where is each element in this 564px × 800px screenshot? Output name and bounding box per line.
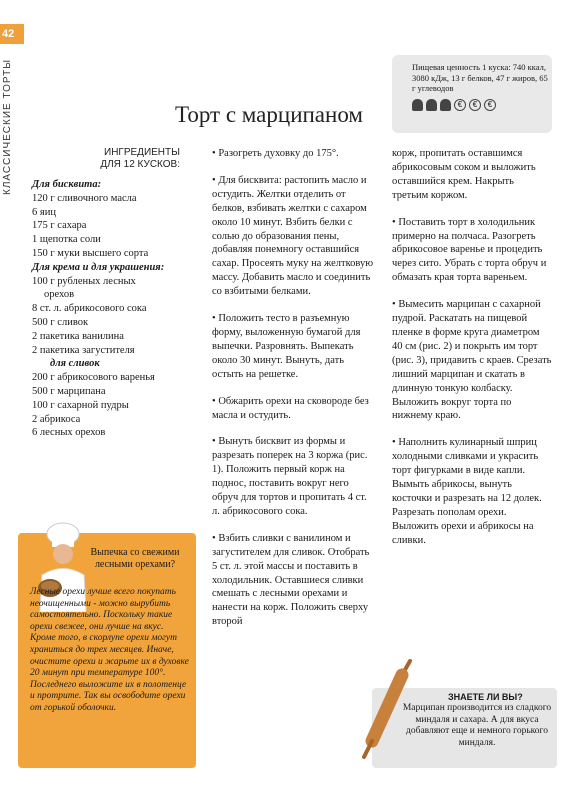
tip-body: Лесные орехи лучше всего покупать неочищенными - можно вырубить самостоятельно. Поскольку такие орехи свежее, они лучше на вкус. Кроме того, в скорлупе орехи могут храниться до трех месяцев. Иначе, очистите орехи и жарьте их в духовке 20 минут при температуре 100°. Последнего выложите их в полотенце и протрите. Так вы освободите орехи от горькой оболочки. xyxy=(30,587,189,713)
ingredient-item: орехов xyxy=(44,289,75,301)
ingredient-group-header: Для бисквита: xyxy=(32,179,102,190)
ingredients-heading: ИНГРЕДИЕНТЫ ДЛЯ 12 КУСКОВ: xyxy=(100,147,180,170)
tip-question: Выпечка со свежими лесными орехами? xyxy=(90,547,180,570)
instruction-step: • Поставить торт в холодильник примерно на полчаса. Разогреть абрикосовое варенье и процедить через сито. Убрать с торта обруч и обмазать края торта вареньем. xyxy=(392,216,552,286)
ingredient-item: 1 щепотка соли xyxy=(32,234,101,246)
ingredient-item: 2 пакетика ванилина xyxy=(32,330,124,342)
instruction-step: • Для бисквита: растопить масло и остудить. Желтки отделить от белков, взбивать желтки с сахаром около 10 минут. Взбить белки с солью до образования пены, добавляя понемногу оставшийся сахар. Просеять муку на желтковую массу. Добавить масло и соединить со взбитыми белками. xyxy=(212,174,377,299)
ingredient-item: 2 абрикоса xyxy=(32,413,81,425)
instruction-step: • Обжарить орехи на сковороде без масла и остудить. xyxy=(212,395,377,423)
instruction-step: • Вымесить марципан с сахарной пудрой. Раскатать на пищевой пленке в форме круга диаметром 40 см (рис. 2) и покрыть им торт (рис. 3), придавить с краев. Срезать лишний марципан и скатать в длинную тонкую колбаску. Выложить вокруг торта по нижнему краю. xyxy=(392,298,552,423)
instruction-step: • Положить тесто в разъемную форму, выложенную бумагой для выпечки. Разровнять. Выпекать около 30 минут. Вынуть, дать остыть на решетке. xyxy=(212,312,377,382)
instruction-step: • Взбить сливки с ванилином и загустителем для сливок. Отобрать 5 ст. л. этой массы и поставить в холодильник. Оставшиеся сливки смешать с лесными орехами и нанести на корж. Положить сверху второй xyxy=(212,532,377,629)
nutrition-text: Пищевая ценность 1 куска: 740 ккал, 3080 кДж, 13 г белков, 47 г жиров, 65 г углеводов xyxy=(412,62,548,93)
ingredient-group-header: для сливок xyxy=(50,358,100,370)
did-you-know-body: Марципан производится из сладкого миндаля и сахара. А для вкуса добавляют еще и немного горького миндаля. xyxy=(402,703,552,748)
ingredient-item: 200 г абрикосового варенья xyxy=(32,372,155,384)
page-title: Торт с марципаном xyxy=(175,102,363,127)
ingredient-item: 100 г сахарной пудры xyxy=(32,399,129,411)
coin-icon: € xyxy=(454,99,466,111)
instruction-step: • Разогреть духовку до 175°. xyxy=(212,147,377,161)
ingredient-group-header: Для крема и для украшения: xyxy=(32,261,165,273)
ingredient-item: 175 г сахара xyxy=(32,220,87,232)
instructions-column-1 xyxy=(212,147,377,642)
ingredient-item: 6 лесных орехов xyxy=(32,427,106,439)
instructions-column-2 xyxy=(392,147,552,561)
coin-icon: € xyxy=(469,99,481,111)
ingredient-item: 150 г муки высшего сорта xyxy=(32,247,149,259)
difficulty-cost-icons xyxy=(412,96,532,114)
ingredient-item: 8 ст. л. абрикосового сока xyxy=(32,303,147,315)
ingredient-item: 2 пакетика загустителя xyxy=(32,344,135,356)
did-you-know-heading: ЗНАЕТЕ ЛИ ВЫ? xyxy=(448,692,523,702)
instruction-step: корж, пропитать оставшимся абрикосовым соком и выложить оставшийся крем. Накрыть третьим коржом. xyxy=(392,148,536,201)
instruction-step: • Наполнить кулинарный шприц холодными сливками и украсить торт фигурками в виде капли. Вымыть абрикосы, вынуть косточки и разрезать на 12 долек. Разрезать пополам орехи. Выложить орехи и абрикосы на сливки. xyxy=(392,436,552,547)
page-number: 42 xyxy=(0,24,24,44)
chef-hat-icon xyxy=(426,99,437,111)
section-label: КЛАССИЧЕСКИЕ ТОРТЫ xyxy=(2,58,13,195)
instruction-step: • Вынуть бисквит из формы и разрезать поперек на 3 коржа (рис. 1). Положить первый корж на поднос, поставить вокруг него обруч для тортов и пропитать 4 ст. л. абрикосового сока. xyxy=(212,435,377,518)
ingredient-item: 100 г рубленых лесных xyxy=(32,275,136,287)
ingredients-list xyxy=(32,178,190,440)
ingredient-item: 500 г сливок xyxy=(32,316,89,328)
ingredient-item: 500 г марципана xyxy=(32,385,106,397)
chef-hat-icon xyxy=(412,99,423,111)
chef-hat-icon xyxy=(440,99,451,111)
coin-icon: € xyxy=(484,99,496,111)
ingredient-item: 120 г сливочного масла xyxy=(32,192,137,204)
ingredient-item: 6 яиц xyxy=(32,206,56,218)
